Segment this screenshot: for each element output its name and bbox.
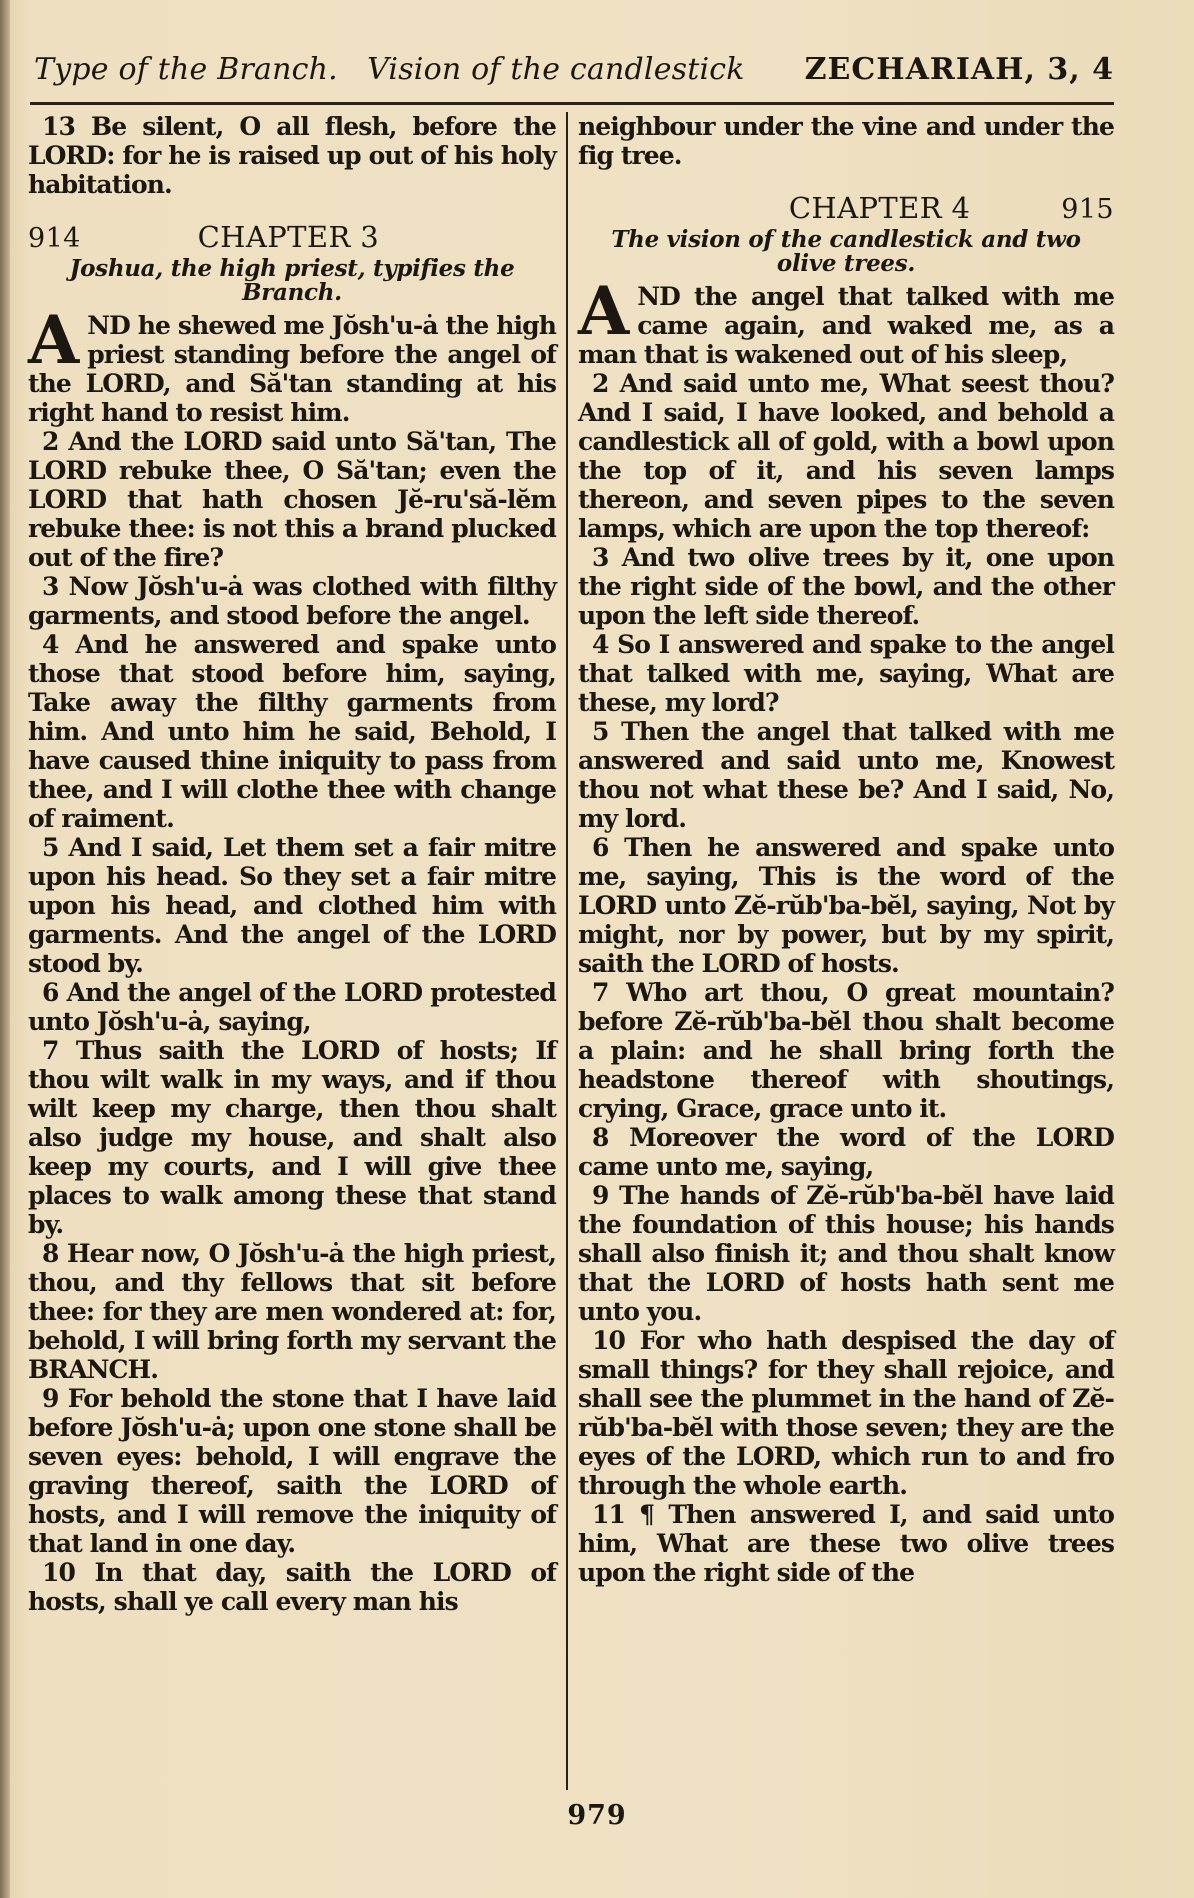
verse-4-7: 7 Who art thou, O great mountain? before Zĕ-rŭb'ba-bĕl thou shalt become a plain: and he shall bring forth the headstone thereof with shoutings, crying, Grace, grace unto it. xyxy=(578,978,1114,1123)
verse-3-1 xyxy=(28,301,556,427)
verse-4-5: 5 Then the angel that talked with me answered and said unto me, Knowest thou not what these be? And I said, No, my lord. xyxy=(578,717,1114,833)
drop-cap: A xyxy=(578,272,630,350)
running-head-left: Type of the Branch. Vision of the candlestick xyxy=(34,52,745,87)
verse-3-10: 10 In that day, saith the LORD of hosts, shall ye call every man his xyxy=(28,1558,556,1616)
page-number: 979 xyxy=(567,1800,627,1831)
right-column xyxy=(578,112,1114,1587)
verse-3-3: 3 Now Jŏsh'u-ȧ was clothed with filthy garments, and stood before the angel. xyxy=(28,572,556,630)
drop-cap: A xyxy=(28,301,80,379)
verse-4-10: 10 For who hath despised the day of small things? for they shall rejoice, and shall see the plummet in the hand of Zĕ-rŭb'ba-bĕl with those seven; they are the eyes of the LORD, which run to and fro through the whole earth. xyxy=(578,1326,1114,1500)
chapter-3-heading xyxy=(28,221,556,255)
verse-4-6: 6 Then he answered and spake unto me, saying, This is the word of the LORD unto Zĕ-rŭb'ba-bĕl, saying, Not by might, nor by power, but by my spirit, saith the LORD of hosts. xyxy=(578,833,1114,978)
verse-4-4: 4 So I answered and spake to the angel that talked with me, saying, What are these, my lord? xyxy=(578,630,1114,717)
verse-3-10-continued: neighbour under the vine and under the fig tree. xyxy=(578,112,1114,170)
verse-3-5: 5 And I said, Let them set a fair mitre upon his head. So they set a fair mitre upon his head, and clothed him with garments. And the angel of the LORD stood by. xyxy=(28,833,556,978)
page-binding-shadow xyxy=(0,0,10,1898)
verse-4-1-text: ND the angel that talked with me came again, and waked me, as a man that is wakened out of his sleep, xyxy=(578,282,1114,369)
chapter-4-title: CHAPTER 4 xyxy=(788,191,971,225)
verse-4-2: 2 And said unto me, What seest thou? And I said, I have looked, and behold a candlestick all of gold, with a bowl upon the top of it, and his seven lamps thereon, and seven pipes to the seven lamps, which are upon the top thereof: xyxy=(578,369,1114,543)
chapter-3-ref: 914 xyxy=(28,223,81,254)
running-head-right: ZECHARIAH, 3, 4 xyxy=(804,52,1114,87)
running-head xyxy=(34,52,1114,96)
verse-4-3: 3 And two olive trees by it, one upon the right side of the bowl, and the other upon the left side thereof. xyxy=(578,543,1114,630)
verse-3-4: 4 And he answered and spake unto those that stood before him, saying, Take away the filthy garments from him. And unto him he said, Behold, I have caused thine iniquity to pass from thee, and I will clothe thee with change of raiment. xyxy=(28,630,556,833)
verse-4-1 xyxy=(578,272,1114,369)
chapter-3-title: CHAPTER 3 xyxy=(197,220,380,254)
verse-4-9: 9 The hands of Zĕ-rŭb'ba-bĕl have laid the foundation of this house; his hands shall also finish it; and thou shalt know that the LORD of hosts hath sent me unto you. xyxy=(578,1181,1114,1326)
verse-3-8: 8 Hear now, O Jŏsh'u-ȧ the high priest, thou, and thy fellows that sit before thee: for they are men wondered at: for, behold, I will bring forth my servant the BRANCH. xyxy=(28,1239,556,1384)
verse-3-1-text: ND he shewed me Jŏsh'u-ȧ the high priest standing before the angel of the LORD, and Să'tan standing at his right hand to resist him. xyxy=(28,311,556,427)
chapter-3-summary: Joshua, the high priest, typifies the Branch. xyxy=(69,255,515,306)
column-divider xyxy=(566,112,568,1790)
verse-3-2: 2 And the LORD said unto Să'tan, The LORD rebuke thee, O Să'tan; even the LORD that hath chosen Jĕ-ru'să-lĕm rebuke thee: is not this a brand plucked out of the fire? xyxy=(28,427,556,572)
chapter-4-ref: 915 xyxy=(1061,194,1114,225)
verse-4-11: 11 ¶ Then answered I, and said unto him, What are these two olive trees upon the right side of the xyxy=(578,1500,1114,1587)
verse-2-13: 13 Be silent, O all flesh, before the LORD: for he is raised up out of his holy habitation. xyxy=(28,112,556,199)
header-rule xyxy=(30,102,1114,105)
verse-3-7: 7 Thus saith the LORD of hosts; If thou wilt walk in my ways, and if thou wilt keep my charge, then thou shalt also judge my house, and shalt also keep my courts, and I will give thee places to walk among these that stand by. xyxy=(28,1036,556,1239)
verse-4-8: 8 Moreover the word of the LORD came unto me, saying, xyxy=(578,1123,1114,1181)
left-column xyxy=(28,112,556,1616)
chapter-4-summary: The vision of the candlestick and two olive trees. xyxy=(611,226,1081,277)
verse-3-6: 6 And the angel of the LORD protested unto Jŏsh'u-ȧ, saying, xyxy=(28,978,556,1036)
chapter-4-heading xyxy=(578,192,1114,226)
verse-3-9: 9 For behold the stone that I have laid before Jŏsh'u-ȧ; upon one stone shall be seven eyes: behold, I will engrave the graving thereof, saith the LORD of hosts, and I will remove the iniquity of that land in one day. xyxy=(28,1384,556,1558)
